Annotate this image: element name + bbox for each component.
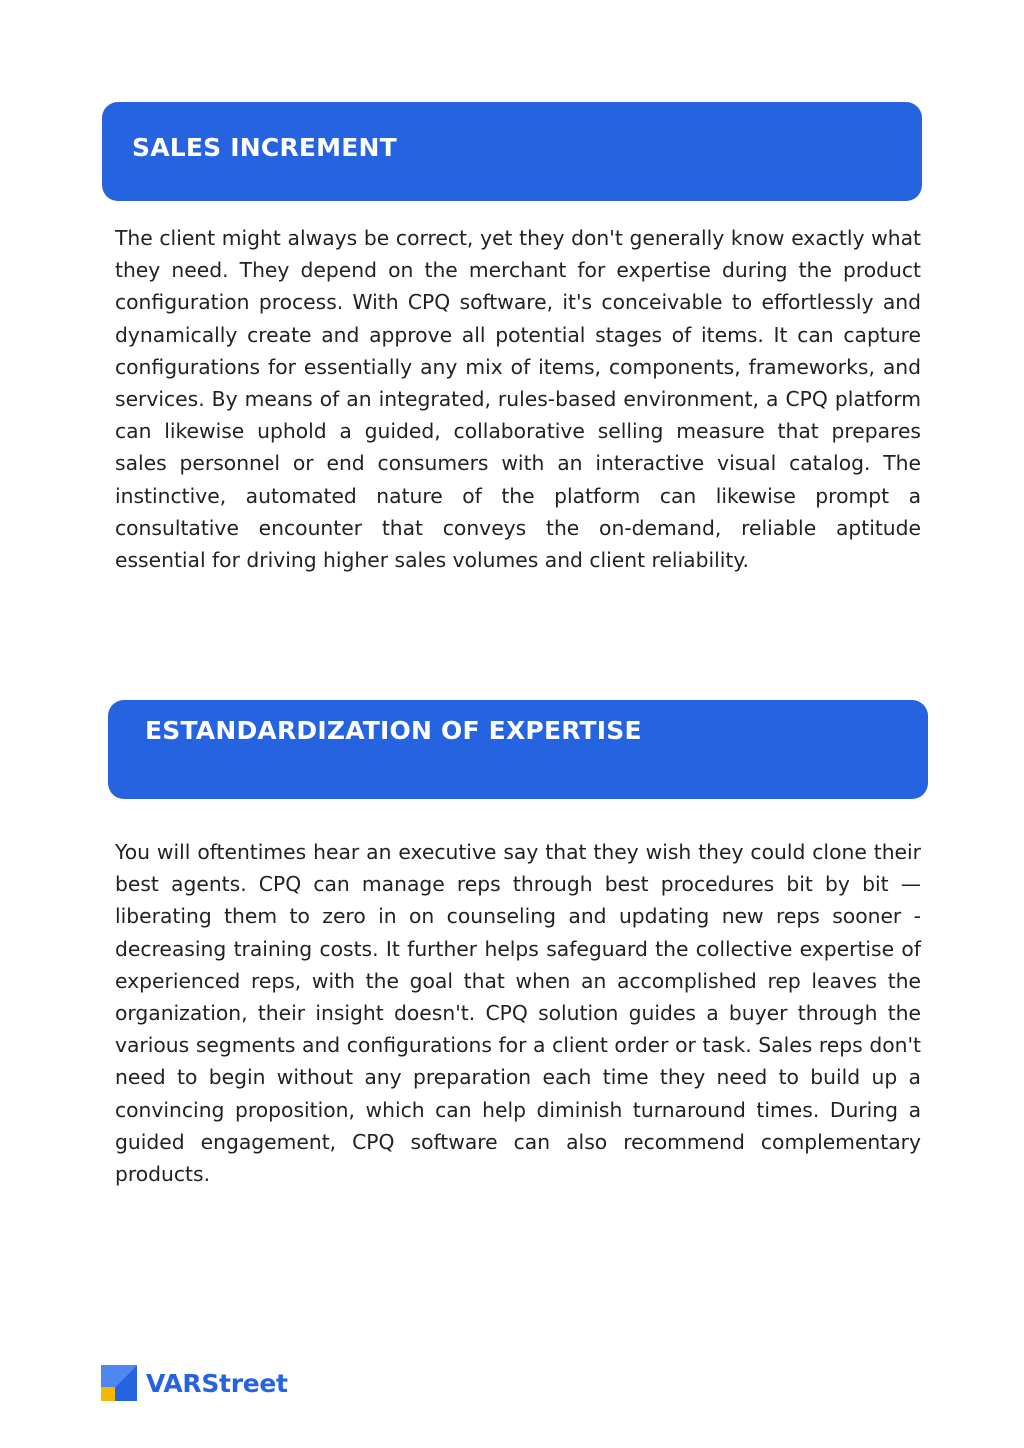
varstreet-logo-mark-icon: [101, 1365, 137, 1401]
section-header-sales-increment: [102, 102, 922, 201]
logo-wordmark: VARStreet: [146, 1368, 288, 1398]
footer-logo: [101, 1364, 288, 1402]
section-body-sales-increment: The client might always be correct, yet they don't generally know exactly what they need. They depend on the merchant for expertise during the product configuration process. With CPQ software, it's conceivable to effortlessly and dynamically create and approve all potential stages of items. It can capture configurations for essentially any mix of items, components, frameworks, and services. By means of an integrated, rules-based environment, a CPQ platform can likewise uphold a guided, collaborative selling measure that prepares sales personnel or end consumers with an interactive visual catalog. The instinctive, automated nature of the platform can likewise prompt a consultative encounter that conveys the on-demand, reliable aptitude essential for driving higher sales volumes and client reliability.: [115, 226, 921, 573]
section-body-standardization: You will oftentimes hear an executive say that they wish they could clone their best agents. CPQ can manage reps through best procedures bit by bit — liberating them to zero in on counseling and updating new reps sooner - decreasing training costs. It further helps safeguard the collective expertise of experienced reps, with the goal that when an accomplished rep leaves the organization, their insight doesn't. CPQ solution guides a buyer through the various segments and configurations for a client order or task. Sales reps don't need to begin without any preparation each time they need to build up a convincing proposition, which can help diminish turnaround times. During a guided engagement, CPQ software can also recommend complementary products.: [115, 840, 921, 1187]
section-title: ESTANDARDIZATION OF EXPERTISE: [145, 716, 642, 745]
section-title: SALES INCREMENT: [132, 133, 397, 162]
section-header-standardization: [108, 700, 928, 799]
